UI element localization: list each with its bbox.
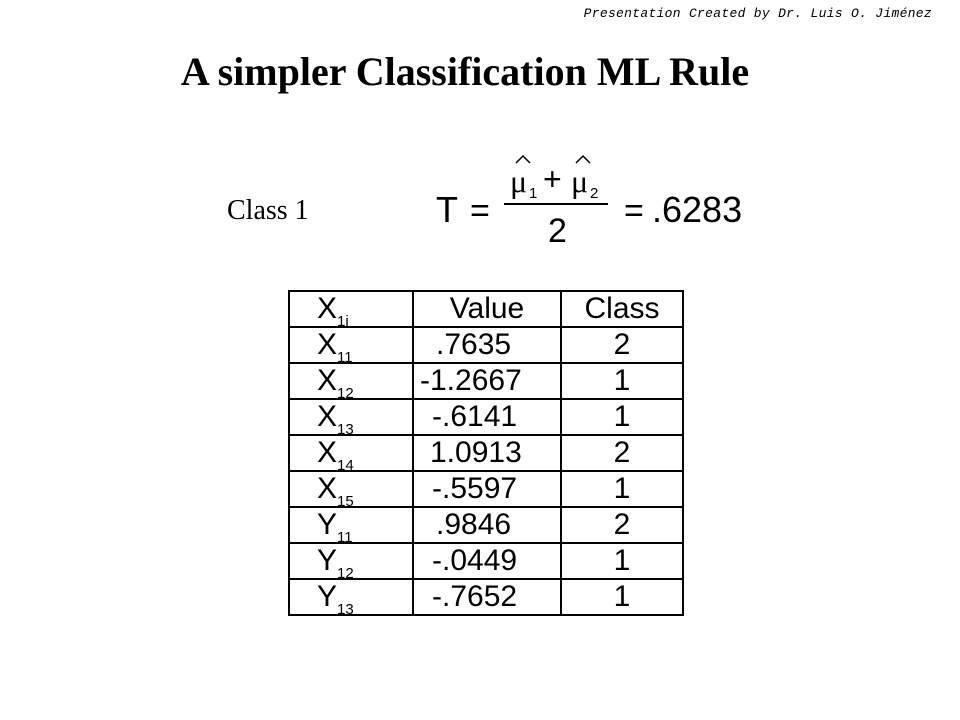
formula-denominator: 2 [548, 212, 567, 250]
row-class: 1 [561, 579, 683, 615]
table-row [289, 363, 683, 399]
svg-text:+: + [543, 161, 562, 197]
slide-title: A simpler Classification ML Rule [180, 49, 750, 94]
row-value: -.6141 [413, 399, 561, 435]
formula-equals-2: = [624, 192, 644, 230]
row-class: 1 [561, 471, 683, 507]
row-class: 2 [561, 435, 683, 471]
header-value: Value [413, 291, 561, 327]
table-row [289, 327, 683, 363]
table-row [289, 399, 683, 435]
formula-result: .6283 [652, 189, 743, 230]
values-table [288, 290, 684, 616]
row-class: 2 [561, 507, 683, 543]
row-value: 1.0913 [413, 435, 561, 471]
header-class: Class [561, 291, 683, 327]
row-variable-base: X [317, 328, 338, 361]
row-variable-sub: 12 [337, 385, 354, 402]
class-label: Class 1 [227, 195, 309, 226]
formula-equals: = [470, 192, 490, 230]
header-variable-base: X [317, 292, 338, 325]
formula-numerator [510, 156, 598, 202]
svg-text:μ: μ [571, 163, 589, 199]
row-variable-base: X [317, 364, 338, 397]
values-table-wrap [288, 290, 684, 616]
table-body [289, 327, 683, 618]
row-class: 1 [561, 543, 683, 579]
row-variable-base: X [317, 472, 338, 505]
svg-text:1: 1 [529, 185, 538, 202]
header-variable [289, 291, 413, 330]
row-variable [289, 399, 413, 438]
svg-text:μ: μ [510, 163, 528, 199]
row-value: -.5597 [413, 471, 561, 507]
row-variable-sub: 11 [337, 529, 353, 546]
row-variable-base: Y [317, 544, 338, 577]
row-value: .7635 [413, 327, 561, 363]
row-variable-sub: 12 [337, 565, 354, 582]
row-variable [289, 435, 413, 474]
row-variable-sub: 13 [337, 601, 354, 618]
row-variable [289, 363, 413, 402]
row-variable-base: Y [317, 580, 338, 613]
row-variable-sub: 15 [337, 493, 354, 510]
row-variable-sub: 11 [337, 349, 353, 366]
row-variable [289, 579, 413, 618]
row-variable [289, 543, 413, 582]
table-row [289, 507, 683, 543]
table-header-row [289, 291, 683, 327]
formula-graphic [430, 150, 760, 250]
row-variable [289, 327, 413, 366]
row-variable [289, 471, 413, 510]
header-variable-sub: 1i [337, 313, 349, 330]
row-value: -.7652 [413, 579, 561, 615]
table-row [289, 435, 683, 471]
row-class: 1 [561, 363, 683, 399]
row-class: 2 [561, 327, 683, 363]
row-value: -.0449 [413, 543, 561, 579]
table-row [289, 579, 683, 615]
table-row [289, 471, 683, 507]
table-row [289, 543, 683, 579]
row-class: 1 [561, 399, 683, 435]
threshold-formula [430, 150, 760, 250]
row-value: .9846 [413, 507, 561, 543]
row-variable-sub: 13 [337, 421, 354, 438]
row-variable-base: Y [317, 508, 338, 541]
credit-line: Presentation Created by Dr. Luis O. Jiménez [583, 6, 932, 21]
row-variable [289, 507, 413, 546]
row-variable-base: X [317, 400, 338, 433]
svg-text:2: 2 [590, 185, 599, 202]
row-variable-base: X [317, 436, 338, 469]
formula-lhs: T [436, 189, 458, 230]
row-value: -1.2667 [413, 363, 561, 399]
row-variable-sub: 14 [337, 457, 354, 474]
